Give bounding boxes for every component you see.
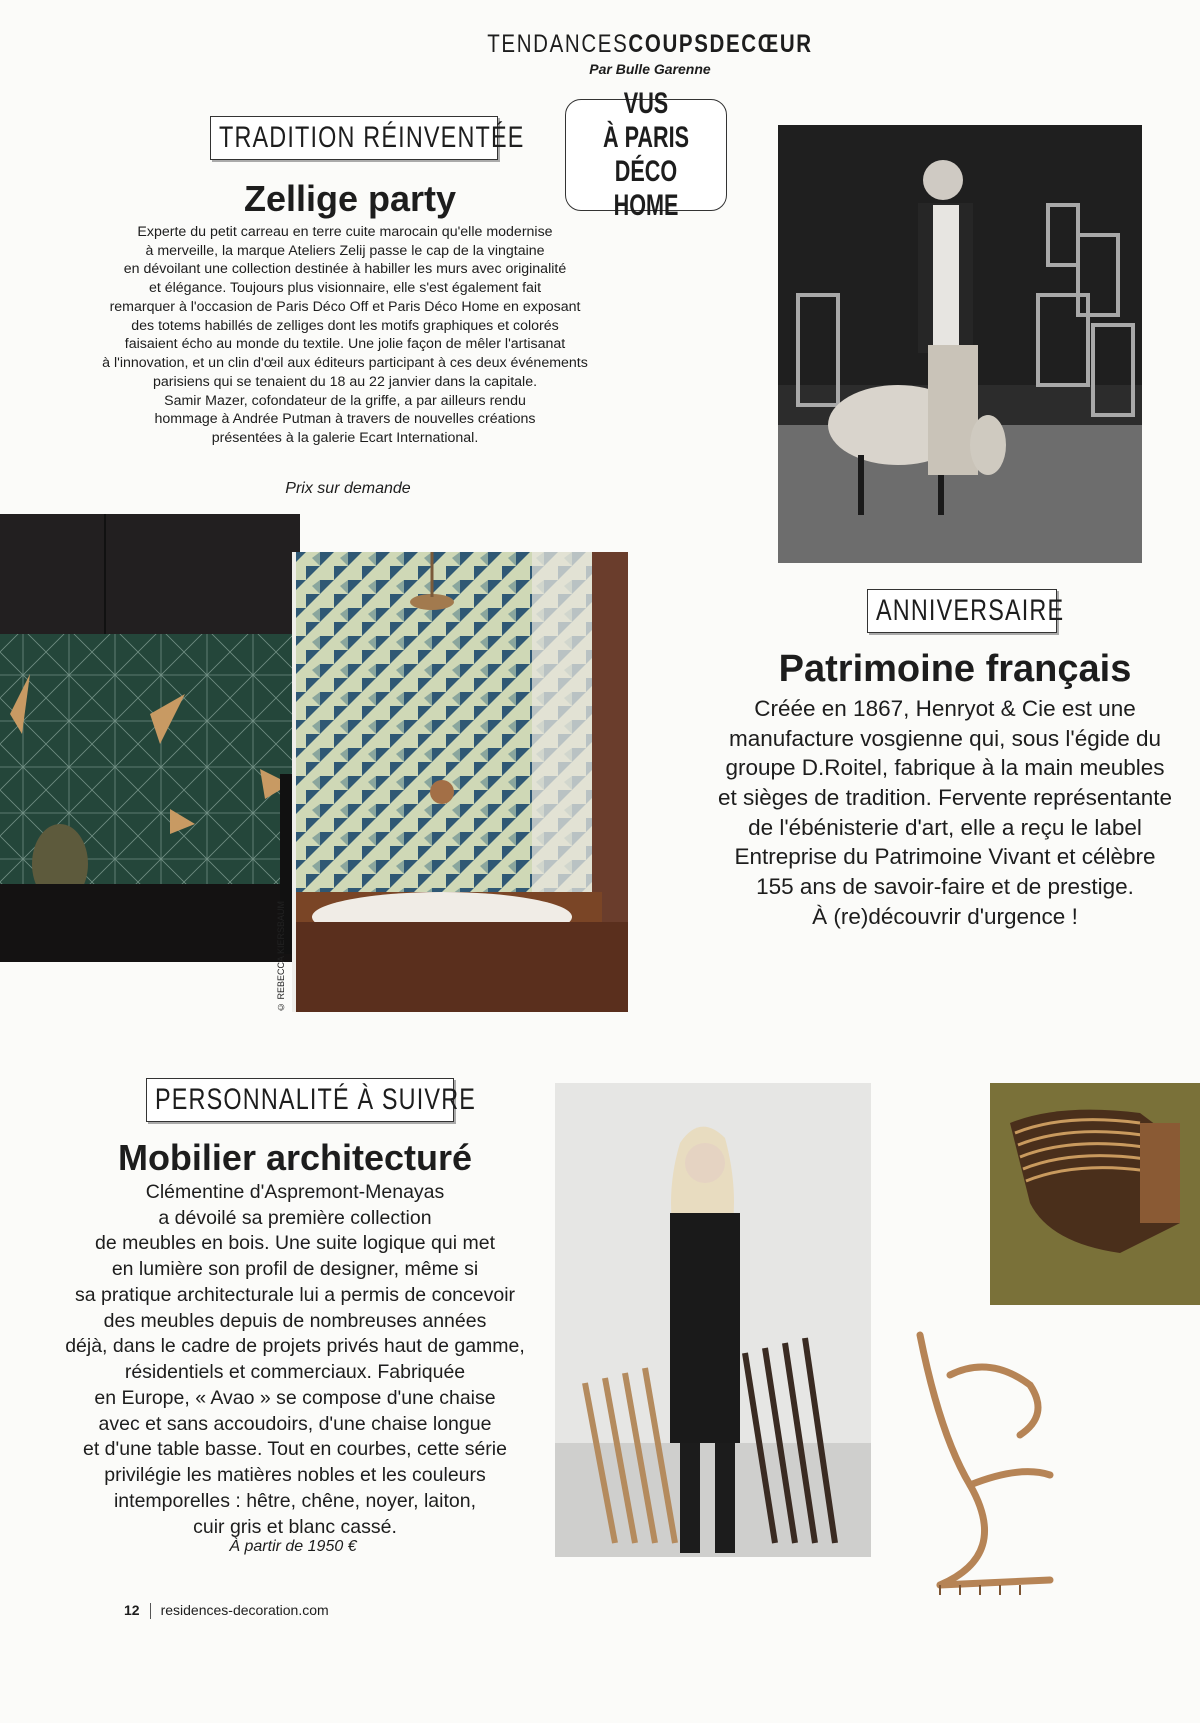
body-line: groupe D.Roitel, fabrique à la main meubles <box>725 755 1165 781</box>
site-url[interactable]: residences-decoration.com <box>160 1602 329 1618</box>
body-mobilier <box>40 1180 550 1540</box>
price-mobilier: À partir de 1950 € <box>229 1538 357 1555</box>
byline: Par Bulle Garenne <box>589 61 711 77</box>
body-line: faisaient écho au monde du textile. Une jolie façon de mêler l'artisanat <box>124 336 566 353</box>
tag-anniversaire <box>867 589 1065 633</box>
body-line: de l'ébénisterie d'art, elle a reçu le label <box>748 814 1142 840</box>
body-line: Samir Mazer, cofondateur de la griffe, a par ailleurs rendu <box>164 392 526 409</box>
title-mobilier: Mobilier architecturé <box>117 1137 473 1178</box>
photo-zellige-bathroom <box>276 552 628 1012</box>
body-line: Entreprise du Patrimoine Vivant et célèbre <box>734 844 1156 870</box>
photo-designer-portrait <box>555 1083 871 1557</box>
price-zellige: Prix sur demande <box>285 480 411 497</box>
stamp-paris-deco-home <box>565 87 727 222</box>
body-line: 155 ans de savoir-faire et de prestige. <box>756 874 1134 900</box>
body-line: Créée en 1867, Henryot & Cie est une <box>754 696 1136 721</box>
body-line: en lumière son profil de designer, même si <box>111 1258 479 1281</box>
body-line: présentées à la galerie Ecart International. <box>211 430 479 447</box>
body-line: avec et sans accoudoirs, d'une chaise longue <box>98 1412 492 1435</box>
body-line: sa pratique architecturale lui a permis de concevoir <box>74 1283 516 1306</box>
body-line: déjà, dans le cadre de projets privés haut de gamme, <box>65 1335 525 1358</box>
body-line: remarquer à l'occasion de Paris Déco Off et Paris Déco Home en exposant <box>109 298 581 315</box>
body-line: À (re)découvrir d'urgence ! <box>812 903 1078 929</box>
body-line: privilégie les matières nobles et les couleurs <box>104 1464 486 1487</box>
photo-wooden-bench <box>990 1083 1200 1305</box>
stamp-line: VUS <box>623 87 669 120</box>
body-line: intemporelles : hêtre, chêne, noyer, laiton, <box>113 1489 477 1512</box>
body-line: à merveille, la marque Ateliers Zelij passe le cap de la vingtaine <box>145 242 545 259</box>
rubric-header <box>440 30 860 77</box>
body-line: manufacture vosgienne qui, sous l'égide du <box>728 725 1162 751</box>
tag-personnalite-label: PERSONNALITÉ À SUIVRE <box>155 1083 477 1116</box>
stamp-line: À PARIS DÉCO <box>602 121 690 188</box>
body-line: cuir gris et blanc cassé. <box>193 1515 397 1538</box>
body-line: des totems habillés de zelliges dont les motifs graphiques et colorés <box>131 317 559 334</box>
body-line: et élégance. Toujours plus visionnaire, elle s'est également fait <box>148 280 542 297</box>
body-line: et sièges de tradition. Fervente représentante <box>717 785 1173 811</box>
photo-armchair <box>880 1315 1200 1600</box>
page-number: 12 <box>124 1602 140 1618</box>
photo-zellige-wall <box>0 514 300 962</box>
body-patrimoine <box>690 694 1200 932</box>
footer <box>124 1602 329 1619</box>
body-line: hommage à Andrée Putman à travers de nouvelles créations <box>154 411 536 428</box>
body-line: a dévoilé sa première collection <box>158 1206 432 1229</box>
tag-personnalite <box>146 1078 477 1122</box>
footer-separator <box>150 1603 151 1619</box>
stamp-line: HOME <box>613 189 679 222</box>
photo-henryot-portrait <box>778 125 1142 563</box>
body-line: à l'innovation, et un clin d'œil aux éditeurs participant à ces deux événements <box>102 355 588 372</box>
body-line: de meubles en bois. Une suite logique qui met <box>95 1232 495 1255</box>
body-line: des meubles depuis de nombreuses années <box>103 1309 487 1332</box>
rubric-title <box>478 30 822 59</box>
body-line: Experte du petit carreau en terre cuite marocain qu'elle modernise <box>137 224 553 240</box>
tag-tradition <box>210 116 525 160</box>
title-zellige: Zellige party <box>243 178 457 219</box>
body-line: parisiens qui se tenaient du 18 au 22 janvier dans la capitale. <box>152 373 538 390</box>
body-zellige <box>60 223 630 448</box>
body-line: en Europe, « Avao » se compose d'une chaise <box>94 1386 496 1409</box>
body-line: Clémentine d'Aspremont-Menayas <box>145 1181 445 1203</box>
body-line: en dévoilant une collection destinée à habiller les murs avec originalité <box>123 261 567 278</box>
body-line: et d'une table basse. Tout en courbes, cette série <box>83 1438 507 1461</box>
tag-tradition-label: TRADITION RÉINVENTÉE <box>219 121 525 154</box>
photo-credit: © REBECCA KIERSBAUM <box>276 900 286 1012</box>
rubric-part2: COUPSDECŒUR <box>628 30 813 58</box>
tag-anniversaire-label: ANNIVERSAIRE <box>876 594 1065 627</box>
body-line: résidentiels et commerciaux. Fabriquée <box>124 1361 466 1384</box>
title-patrimoine: Patrimoine français <box>778 648 1132 690</box>
rubric-part1: TENDANCES <box>487 30 629 58</box>
